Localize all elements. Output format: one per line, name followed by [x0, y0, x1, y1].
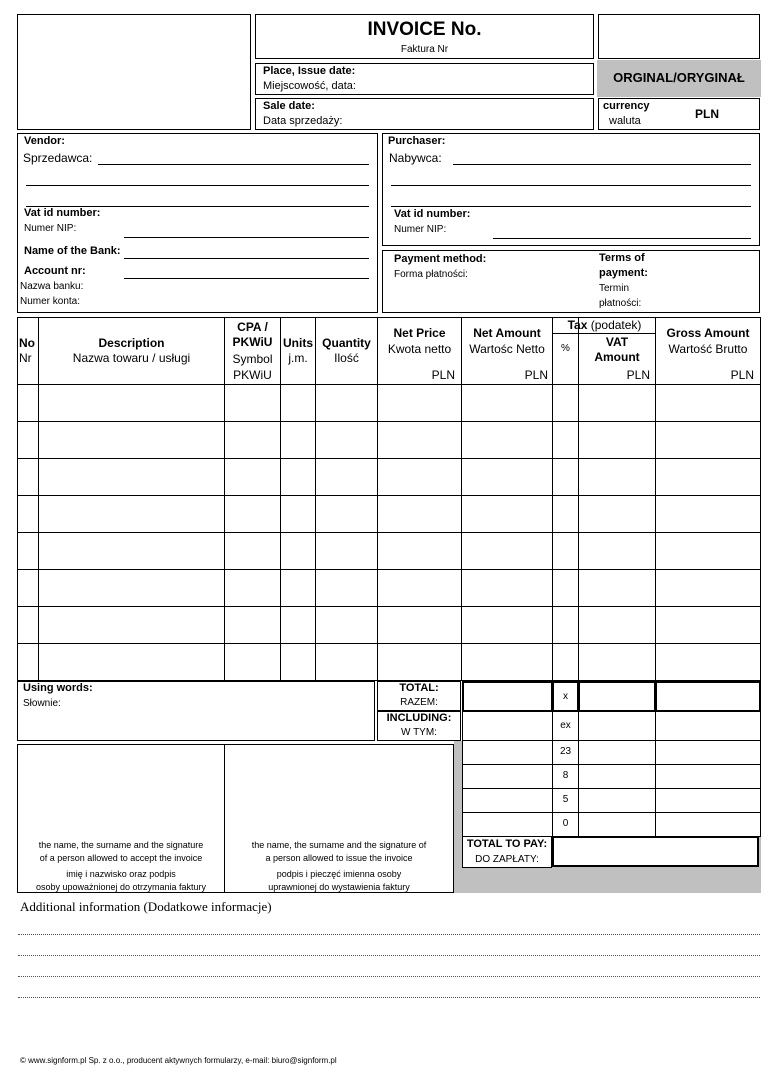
- table-cell[interactable]: [281, 533, 316, 570]
- table-cell[interactable]: [316, 607, 378, 644]
- table-cell[interactable]: [225, 496, 281, 533]
- col-net-price-header: Net Price: [393, 326, 446, 340]
- col-net-amount-header: Net Amount: [473, 326, 541, 340]
- col-desc-header: Description: [98, 336, 165, 350]
- place-issue-label: Place, Issue date:: [263, 65, 356, 77]
- purchaser-vat-label: Vat id number:: [394, 208, 471, 220]
- vendor-vat-label: Vat id number:: [24, 207, 101, 219]
- signature-receiver-box[interactable]: [17, 744, 225, 893]
- table-cell[interactable]: [281, 459, 316, 496]
- table-cell[interactable]: [225, 644, 281, 681]
- table-cell[interactable]: [378, 385, 462, 422]
- place-issue-date-field[interactable]: [255, 63, 594, 95]
- rate-row-rate[interactable]: [552, 812, 579, 837]
- table-cell[interactable]: [39, 607, 225, 644]
- stamp-box: [598, 14, 760, 59]
- payment-method-label: Payment method:: [394, 253, 487, 265]
- tax-group-header-pl: (podatek): [590, 318, 642, 332]
- total-row-net[interactable]: [462, 681, 553, 712]
- using-words-label: Using words:: [23, 682, 93, 694]
- table-cell[interactable]: [39, 459, 225, 496]
- table-cell[interactable]: [656, 607, 761, 644]
- signature-receiver-text-2: of a person allowed to accept the invoice: [39, 853, 203, 863]
- rate-row-gross[interactable]: [655, 764, 761, 789]
- table-cell[interactable]: [462, 533, 553, 570]
- table-cell[interactable]: [225, 422, 281, 459]
- using-words-label-pl: Słownie:: [23, 698, 61, 709]
- rate-value: 0: [562, 818, 569, 829]
- vendor-label: Vendor:: [24, 135, 65, 147]
- vendor-bank-label: Name of the Bank:: [24, 245, 121, 257]
- rate-row-rate[interactable]: [552, 740, 579, 765]
- table-cell[interactable]: [18, 496, 39, 533]
- currency-box: [598, 98, 760, 130]
- table-cell[interactable]: [553, 533, 579, 570]
- table-cell[interactable]: [378, 533, 462, 570]
- table-cell[interactable]: [656, 459, 761, 496]
- rate-row-vat[interactable]: [578, 764, 656, 789]
- rate-value: 8: [562, 770, 569, 781]
- rate-row-vat[interactable]: [578, 812, 656, 837]
- col-qty-header-pl: Ilość: [334, 351, 359, 365]
- table-cell[interactable]: [225, 533, 281, 570]
- tax-group-header-en: Tax: [567, 318, 588, 332]
- table-cell[interactable]: [378, 570, 462, 607]
- purchaser-address-line-2[interactable]: [391, 206, 751, 207]
- vendor-address-line-1[interactable]: [26, 185, 369, 186]
- including-label-pl: W TYM:: [401, 727, 437, 738]
- table-cell[interactable]: [462, 570, 553, 607]
- table-cell[interactable]: [281, 607, 316, 644]
- table-cell[interactable]: [656, 422, 761, 459]
- sale-date-label: Sale date:: [263, 100, 315, 112]
- table-row: [18, 644, 761, 681]
- vendor-bank-line[interactable]: [124, 258, 369, 259]
- vendor-vat-label-pl: Numer NIP:: [24, 223, 77, 234]
- signature-issuer-text-3: podpis i pieczęć imienna osoby: [276, 869, 402, 879]
- table-row: [18, 570, 761, 607]
- terms-label-pl-1: Termin: [599, 283, 630, 294]
- table-cell[interactable]: [553, 644, 579, 681]
- col-gross-header-pl: Wartość Brutto: [668, 342, 748, 356]
- table-cell[interactable]: [18, 644, 39, 681]
- payment-box: [382, 250, 760, 313]
- table-cell[interactable]: [462, 496, 553, 533]
- table-cell[interactable]: [579, 533, 656, 570]
- item-rows: [18, 385, 761, 681]
- vendor-bank-label-pl: Nazwa banku:: [20, 281, 84, 292]
- col-qty-header: Quantity: [322, 336, 371, 350]
- purchaser-label: Purchaser:: [388, 135, 446, 147]
- rate-value: 5: [562, 794, 569, 805]
- signature-receiver-text-3: imię i nazwisko oraz podpis: [66, 869, 176, 879]
- table-cell[interactable]: [281, 422, 316, 459]
- including-row-rate[interactable]: [552, 711, 579, 741]
- table-cell[interactable]: [18, 385, 39, 422]
- table-cell[interactable]: [656, 644, 761, 681]
- col-gross-currency: PLN: [730, 368, 754, 382]
- table-cell[interactable]: [39, 644, 225, 681]
- purchaser-name-line[interactable]: [453, 164, 751, 165]
- rate-value: x: [563, 691, 568, 702]
- table-cell[interactable]: [553, 422, 579, 459]
- page-title: INVOICE No.: [367, 19, 482, 40]
- table-row: [18, 385, 761, 422]
- including-row-vat[interactable]: [578, 711, 656, 741]
- sale-date-label-pl: Data sprzedaży:: [263, 115, 343, 127]
- vendor-vat-line[interactable]: [124, 237, 369, 238]
- rate-row-net[interactable]: [462, 740, 553, 765]
- table-row: [18, 496, 761, 533]
- table-cell[interactable]: [225, 459, 281, 496]
- additional-info-label: Additional information (Dodatkowe informacje): [20, 899, 272, 914]
- purchaser-vat-label-pl: Numer NIP:: [394, 224, 447, 235]
- table-cell[interactable]: [316, 644, 378, 681]
- table-row: [18, 459, 761, 496]
- table-cell[interactable]: [378, 459, 462, 496]
- table-cell[interactable]: [39, 385, 225, 422]
- additional-info-line-1[interactable]: [18, 934, 760, 935]
- invoice-number-box[interactable]: [255, 14, 594, 59]
- purchaser-label-pl: Nabywca:: [389, 151, 442, 165]
- table-cell[interactable]: [18, 607, 39, 644]
- table-cell[interactable]: [553, 496, 579, 533]
- tax-group-header: [553, 318, 656, 332]
- total-row-rate[interactable]: [552, 681, 579, 712]
- col-net-price-currency: PLN: [431, 368, 455, 382]
- col-cpa-header-pl-1: Symbol: [232, 352, 273, 366]
- footer-text: © www.signform.pl Sp. z o.o., producent aktywnych formularzy, e-mail: biuro@signform.pl: [20, 1056, 337, 1065]
- rate-row-gross[interactable]: [655, 740, 761, 765]
- additional-info-line-3[interactable]: [18, 976, 760, 977]
- total-row-gross[interactable]: [655, 681, 761, 712]
- vendor-account-label-pl: Numer konta:: [20, 296, 81, 307]
- total-label-box: [377, 681, 461, 711]
- table-cell[interactable]: [225, 607, 281, 644]
- table-cell[interactable]: [579, 496, 656, 533]
- table-cell[interactable]: [39, 533, 225, 570]
- table-cell[interactable]: [462, 459, 553, 496]
- vendor-account-line[interactable]: [124, 278, 369, 279]
- table-cell[interactable]: [378, 422, 462, 459]
- purchaser-address-line-1[interactable]: [391, 185, 751, 186]
- table-row: [18, 422, 761, 459]
- table-cell[interactable]: [281, 385, 316, 422]
- purchaser-vat-line[interactable]: [493, 238, 751, 239]
- table-cell[interactable]: [553, 459, 579, 496]
- rate-row-vat[interactable]: [578, 788, 656, 813]
- rate-row-vat[interactable]: [578, 740, 656, 765]
- table-cell[interactable]: [553, 385, 579, 422]
- table-cell[interactable]: [656, 496, 761, 533]
- currency-value: PLN: [695, 107, 719, 121]
- terms-label-2: payment:: [599, 267, 648, 279]
- vendor-name-line[interactable]: [98, 164, 369, 165]
- terms-label-1: Terms of: [599, 252, 645, 264]
- table-cell[interactable]: [579, 607, 656, 644]
- col-no-header: No: [19, 336, 35, 350]
- rate-row-net[interactable]: [462, 764, 553, 789]
- table-cell[interactable]: [39, 496, 225, 533]
- col-cpa-header-pl-2: PKWiU: [233, 368, 272, 382]
- vendor-account-label: Account nr:: [24, 265, 86, 277]
- currency-label-pl: waluta: [609, 115, 641, 127]
- table-cell[interactable]: [316, 533, 378, 570]
- original-label: ORGINAL/ORYGINAŁ: [613, 70, 745, 85]
- signature-issuer-text-4: uprawnionej do wystawienia faktury: [268, 882, 410, 892]
- table-cell[interactable]: [316, 496, 378, 533]
- tax-group-divider: [553, 333, 656, 334]
- col-net-price-header-pl: Kwota netto: [387, 342, 452, 356]
- table-cell[interactable]: [378, 496, 462, 533]
- col-tax-pct-header: %: [561, 343, 570, 354]
- table-cell[interactable]: [553, 570, 579, 607]
- col-desc-header-pl: Nazwa towaru / usługi: [72, 351, 191, 365]
- col-units-header: Units: [283, 336, 313, 350]
- terms-label-pl-2: płatności:: [599, 298, 642, 309]
- rate-row-gross[interactable]: [655, 812, 761, 837]
- payment-method-label-pl: Forma płatności:: [394, 269, 468, 280]
- place-issue-label-pl: Miejscowość, data:: [263, 80, 356, 92]
- col-net-amount-currency: PLN: [524, 368, 548, 382]
- purchaser-box: [382, 133, 760, 246]
- col-vat-header-2: Amount: [594, 350, 640, 364]
- table-cell[interactable]: [462, 644, 553, 681]
- items-table: [17, 317, 761, 681]
- rate-value: 23: [559, 746, 572, 757]
- table-cell[interactable]: [378, 644, 462, 681]
- table-row: [18, 607, 761, 644]
- vendor-label-pl: Sprzedawca:: [23, 151, 93, 165]
- col-units-header-pl: j.m.: [288, 351, 308, 365]
- table-cell[interactable]: [316, 385, 378, 422]
- total-to-pay-label: TOTAL TO PAY:: [466, 838, 548, 850]
- table-cell[interactable]: [579, 570, 656, 607]
- using-words-box[interactable]: [17, 681, 375, 741]
- table-cell[interactable]: [281, 496, 316, 533]
- col-gross-header: Gross Amount: [666, 326, 750, 340]
- col-cpa-header-2: PKWiU: [232, 335, 273, 349]
- vendor-box: [17, 133, 378, 313]
- table-cell[interactable]: [225, 385, 281, 422]
- signature-issuer-box[interactable]: [224, 744, 454, 893]
- additional-info-line-4[interactable]: [18, 997, 760, 998]
- table-cell[interactable]: [656, 570, 761, 607]
- table-cell[interactable]: [553, 607, 579, 644]
- table-cell[interactable]: [18, 459, 39, 496]
- total-to-pay-label-box: [462, 836, 552, 868]
- total-row-vat[interactable]: [578, 681, 656, 712]
- table-cell[interactable]: [281, 644, 316, 681]
- total-to-pay-field[interactable]: [552, 836, 759, 867]
- col-vat-header-1: VAT: [605, 335, 629, 349]
- col-no-header-pl: Nr: [19, 351, 32, 365]
- including-label-box: [377, 711, 461, 741]
- table-cell[interactable]: [579, 644, 656, 681]
- signature-issuer-text-1: the name, the surname and the signature of: [251, 840, 427, 850]
- table-cell[interactable]: [462, 422, 553, 459]
- sale-date-field[interactable]: [255, 98, 594, 130]
- including-label: INCLUDING:: [386, 712, 452, 724]
- additional-info-line-2[interactable]: [18, 955, 760, 956]
- table-cell[interactable]: [316, 459, 378, 496]
- signature-receiver-text-4: osoby upoważnionej do otrzymania faktury: [35, 882, 207, 892]
- signature-issuer-text-2: a person allowed to issue the invoice: [265, 853, 413, 863]
- page-title-pl: Faktura Nr: [400, 44, 449, 55]
- total-to-pay-label-pl: DO ZAPŁATY:: [475, 854, 539, 865]
- table-cell[interactable]: [462, 385, 553, 422]
- table-row: [18, 533, 761, 570]
- table-cell[interactable]: [281, 570, 316, 607]
- table-cell[interactable]: [462, 607, 553, 644]
- table-cell[interactable]: [39, 570, 225, 607]
- table-cell[interactable]: [18, 533, 39, 570]
- including-row-gross[interactable]: [655, 711, 761, 741]
- table-cell[interactable]: [18, 422, 39, 459]
- table-cell[interactable]: [656, 533, 761, 570]
- table-cell[interactable]: [316, 422, 378, 459]
- total-label: TOTAL:: [399, 682, 439, 694]
- col-vat-currency: PLN: [626, 368, 650, 382]
- col-cpa-header-1: CPA /: [237, 320, 268, 334]
- table-cell[interactable]: [579, 459, 656, 496]
- rate-row-net[interactable]: [462, 788, 553, 813]
- rate-row-rate[interactable]: [552, 788, 579, 813]
- rate-row-net[interactable]: [462, 812, 553, 837]
- rate-row-gross[interactable]: [655, 788, 761, 813]
- currency-label: currency: [603, 100, 650, 112]
- logo-box: [17, 14, 251, 130]
- table-cell[interactable]: [18, 570, 39, 607]
- table-cell[interactable]: [579, 422, 656, 459]
- table-cell[interactable]: [39, 422, 225, 459]
- table-cell[interactable]: [579, 385, 656, 422]
- total-label-pl: RAZEM:: [400, 697, 438, 708]
- table-cell[interactable]: [316, 570, 378, 607]
- table-cell[interactable]: [225, 570, 281, 607]
- signature-receiver-text-1: the name, the surname and the signature: [38, 840, 204, 850]
- rate-value: ex: [560, 720, 571, 731]
- table-cell[interactable]: [656, 385, 761, 422]
- including-row-net[interactable]: [462, 711, 553, 741]
- col-net-amount-header-pl: Wartośc Netto: [469, 342, 545, 356]
- rate-row-rate[interactable]: [552, 764, 579, 789]
- table-cell[interactable]: [378, 607, 462, 644]
